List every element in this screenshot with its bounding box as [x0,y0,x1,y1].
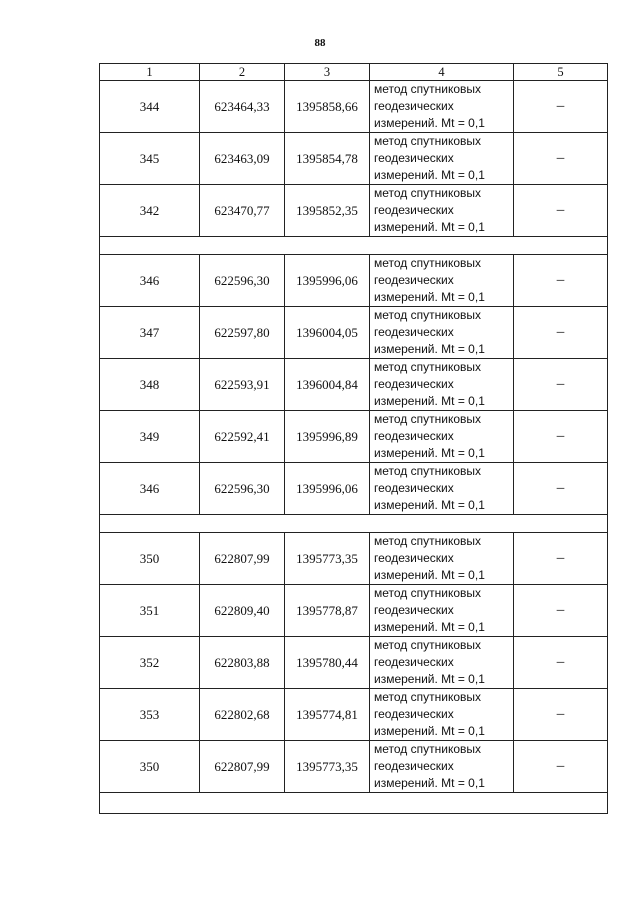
method-cell [370,255,514,307]
method-cell [370,411,514,463]
method-cell [370,741,514,793]
table-row [100,255,608,307]
table-row [100,533,608,585]
method-line-2: геодезических [374,99,454,113]
method-cell [370,307,514,359]
point-number-cell: 350 [100,741,200,793]
y-coordinate-cell: 1395774,81 [285,689,370,741]
x-coordinate-cell: 622809,40 [200,585,285,637]
y-coordinate-cell: 1395773,35 [285,741,370,793]
spacer-row [100,793,608,814]
y-coordinate-cell: 1395996,89 [285,411,370,463]
note-cell: – [514,255,608,307]
method-line-1: метод спутниковых [374,308,482,322]
note-cell: – [514,81,608,133]
y-coordinate-cell: 1396004,05 [285,307,370,359]
method-line-1: метод спутниковых [374,256,482,270]
header-row [100,64,608,81]
table-row [100,359,608,411]
method-line-3: измерений. Mt = 0,1 [374,116,485,130]
method-line-2: геодезических [374,655,454,669]
header-cell-5: 5 [514,64,608,81]
x-coordinate-cell: 622596,30 [200,255,285,307]
note-cell: – [514,741,608,793]
note-cell: – [514,689,608,741]
y-coordinate-cell: 1395996,06 [285,255,370,307]
point-number-cell: 344 [100,81,200,133]
method-line-1: метод спутниковых [374,638,482,652]
table-row [100,185,608,237]
note-cell: – [514,359,608,411]
header-cell-4: 4 [370,64,514,81]
table-row [100,81,608,133]
spacer-row [100,237,608,255]
point-number-cell: 342 [100,185,200,237]
note-cell: – [514,463,608,515]
spacer-row [100,515,608,533]
table-body [100,64,608,814]
y-coordinate-cell: 1395852,35 [285,185,370,237]
point-number-cell: 348 [100,359,200,411]
table-row [100,133,608,185]
method-cell [370,185,514,237]
method-cell [370,359,514,411]
method-line-1: метод спутниковых [374,186,482,200]
x-coordinate-cell: 622807,99 [200,533,285,585]
method-cell [370,81,514,133]
method-line-2: геодезических [374,325,454,339]
method-line-1: метод спутниковых [374,534,482,548]
method-line-3: измерений. Mt = 0,1 [374,620,485,634]
y-coordinate-cell: 1396004,84 [285,359,370,411]
note-cell: – [514,533,608,585]
method-line-3: измерений. Mt = 0,1 [374,342,485,356]
table-row [100,307,608,359]
note-cell: – [514,585,608,637]
x-coordinate-cell: 622802,68 [200,689,285,741]
method-line-2: геодезических [374,429,454,443]
method-line-1: метод спутниковых [374,134,482,148]
x-coordinate-cell: 623470,77 [200,185,285,237]
table-row [100,585,608,637]
x-coordinate-cell: 622597,80 [200,307,285,359]
x-coordinate-cell: 622592,41 [200,411,285,463]
method-line-2: геодезических [374,707,454,721]
method-line-2: геодезических [374,759,454,773]
y-coordinate-cell: 1395854,78 [285,133,370,185]
point-number-cell: 345 [100,133,200,185]
method-line-1: метод спутниковых [374,412,482,426]
x-coordinate-cell: 622596,30 [200,463,285,515]
method-cell [370,133,514,185]
method-line-2: геодезических [374,603,454,617]
x-coordinate-cell: 622807,99 [200,741,285,793]
method-line-3: измерений. Mt = 0,1 [374,568,485,582]
point-number-cell: 350 [100,533,200,585]
method-line-1: метод спутниковых [374,586,482,600]
y-coordinate-cell: 1395778,87 [285,585,370,637]
method-cell [370,463,514,515]
method-line-1: метод спутниковых [374,464,482,478]
method-cell [370,533,514,585]
method-line-3: измерений. Mt = 0,1 [374,394,485,408]
page-number: 88 [314,37,326,49]
note-cell: – [514,637,608,689]
method-line-1: метод спутниковых [374,690,482,704]
point-number-cell: 349 [100,411,200,463]
method-line-3: измерений. Mt = 0,1 [374,724,485,738]
y-coordinate-cell: 1395773,35 [285,533,370,585]
point-number-cell: 346 [100,255,200,307]
point-number-cell: 347 [100,307,200,359]
y-coordinate-cell: 1395858,66 [285,81,370,133]
table-row [100,637,608,689]
table-row [100,411,608,463]
method-line-3: измерений. Mt = 0,1 [374,290,485,304]
x-coordinate-cell: 622593,91 [200,359,285,411]
method-line-3: измерений. Mt = 0,1 [374,498,485,512]
method-line-3: измерений. Mt = 0,1 [374,220,485,234]
method-line-3: измерений. Mt = 0,1 [374,446,485,460]
note-cell: – [514,185,608,237]
point-number-cell: 346 [100,463,200,515]
method-line-2: геодезических [374,481,454,495]
method-cell [370,585,514,637]
method-line-1: метод спутниковых [374,742,482,756]
note-cell: – [514,133,608,185]
y-coordinate-cell: 1395780,44 [285,637,370,689]
method-line-3: измерений. Mt = 0,1 [374,776,485,790]
method-line-2: геодезических [374,151,454,165]
method-line-2: геодезических [374,551,454,565]
x-coordinate-cell: 622803,88 [200,637,285,689]
method-line-2: геодезических [374,273,454,287]
method-line-3: измерений. Mt = 0,1 [374,672,485,686]
note-cell: – [514,307,608,359]
table-row [100,741,608,793]
method-line-1: метод спутниковых [374,360,482,374]
point-number-cell: 353 [100,689,200,741]
point-number-cell: 352 [100,637,200,689]
spacer-cell [100,793,608,814]
point-number-cell: 351 [100,585,200,637]
spacer-cell [100,515,608,533]
header-cell-1: 1 [100,64,200,81]
method-cell [370,689,514,741]
table-row [100,689,608,741]
y-coordinate-cell: 1395996,06 [285,463,370,515]
method-line-1: метод спутниковых [374,82,482,96]
header-cell-2: 2 [200,64,285,81]
x-coordinate-cell: 623463,09 [200,133,285,185]
spacer-cell [100,237,608,255]
method-line-2: геодезических [374,203,454,217]
method-line-2: геодезических [374,377,454,391]
header-cell-3: 3 [285,64,370,81]
method-line-3: измерений. Mt = 0,1 [374,168,485,182]
method-cell [370,637,514,689]
table-row [100,463,608,515]
coordinates-table [99,63,608,814]
note-cell: – [514,411,608,463]
x-coordinate-cell: 623464,33 [200,81,285,133]
